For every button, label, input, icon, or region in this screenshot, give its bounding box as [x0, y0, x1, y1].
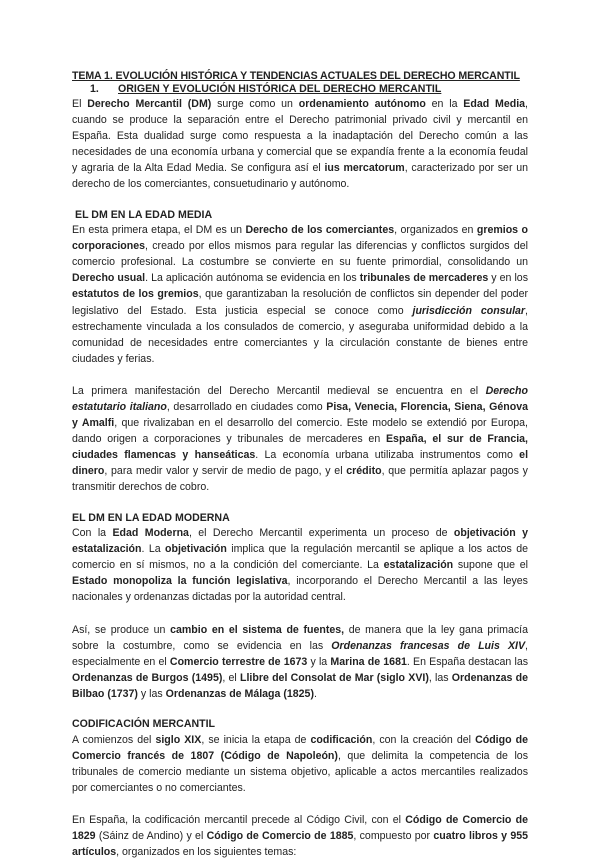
medieval-paragraph-2: La primera manifestación del Derecho Mercantil medieval se encuentra en el Derecho estatutario italiano, desarrollado en ciudades como Pisa, Venecia, Florencia, Siena, Génova y Amalfi, que rivalizaban en el desarrollo del comercio. Este modelo se extendió por Europa, dando origen a corporaciones y tribunales de mercaderes en España, el sur de Francia, ciudades flamencas y hanseáticas. La economía urbana utilizaba instrumentos como el dinero, para medir valor y servir de medio de pago, y el crédito, que permitía aplazar pagos y transmitir derechos de cobro. [72, 384, 529, 494]
intro-paragraph: El Derecho Mercantil (DM) surge como un ordenamiento autónomo en la Edad Media, cuando se produce la separación entre el Derecho patrimonial privado civil y mercantil en España. Esta dualidad surge como respuesta a la inadaptación del Derecho común a las necesidades de una economía urbana y comercial que se expandía frente a la economía feudal y agraria de la Alta Edad Media. Se configura así el ius mercatorum, caracterizado por ser un derecho de los comerciantes, consuetudinario y autónomo. [72, 98, 528, 191]
heading-edad-media: EL DM EN LA EDAD MEDIA [75, 208, 213, 221]
modern-paragraph-2: Así, se produce un cambio en el sistema de fuentes, de manera que la ley gana primacía sobre la costumbre, como se evidencia en las Ordenanzas francesas de Luis XIV, especialmente en el Comercio terrestre de 1673 y la Marina de 1681. En España destacan las Ordenanzas de Burgos (1495), el Llibre del Consolat de Mar (siglo XVI), las Ordenanzas de Bilbao (1737) y las Ordenanzas de Málaga (1825). [72, 623, 529, 700]
codification-paragraph-2: En España, la codificación mercantil precede al Código Civil, con el Código de Comercio de 1829 (Sáinz de Andino) y el Código de Comercio de 1885, compuesto por cuatro libros y 955 artículos, organizados en los siguientes temas: [72, 813, 529, 859]
section-subtitle-text: ORIGEN Y EVOLUCIÓN HISTÓRICA DEL DERECHO MERCANTIL [118, 83, 442, 95]
medieval-paragraph-1: En esta primera etapa, el DM es un Derecho de los comerciantes, organizados en gremios o corporaciones, creado por ellos mismos para regular las diferencias y conflictos surgidos del comercio profesional. La costumbre se convierte en su fuente primordial, consolidando un Derecho usual. La aplicación autónoma se evidencia en los tribunales de mercaderes y en los estatutos de los gremios, que garantizaban la resolución de conflictos sin depender del poder legislativo del Estado. Esta justicia especial se conoce como jurisdicción consular, estrechamente vinculada a los consulados de comercio, y aseguraba uniformidad debido a la comunidad de necesidades entre comerciantes y la circulación constante de bienes entre ciudades y ferias. [72, 224, 528, 365]
section-subtitle [90, 83, 528, 96]
modern-paragraph-1: Con la Edad Moderna, el Derecho Mercantil experimenta un proceso de objetivación y estatalización. La objetivación implica que la regulación mercantil se aplique a los actos de comercio en sí mismos, no a la condición del comerciante. La estatalización supone que el Estado monopoliza la función legislativa, incorporando el Derecho Mercantil a las leyes nacionales y ordenanzas dictadas por la autoridad central. [72, 527, 528, 604]
document-page [72, 70, 528, 860]
codification-paragraph-1: A comienzos del siglo XIX, se inicia la etapa de codificación, con la creación del Código de Comercio francés de 1807 (Código de Napoleón), que delimita la competencia de los tribunales de comercio mediante un sistema objetivo, aplicable a actos mercantiles realizados por comerciantes o no comerciantes. [72, 733, 528, 794]
heading-codificacion: CODIFICACIÓN MERCANTIL [72, 718, 216, 730]
heading-edad-moderna: EL DM EN LA EDAD MODERNA [72, 511, 230, 524]
section-number: 1. [90, 83, 99, 95]
document-title: TEMA 1. EVOLUCIÓN HISTÓRICA Y TENDENCIAS ACTUALES DEL DERECHO MERCANTIL [72, 70, 520, 82]
